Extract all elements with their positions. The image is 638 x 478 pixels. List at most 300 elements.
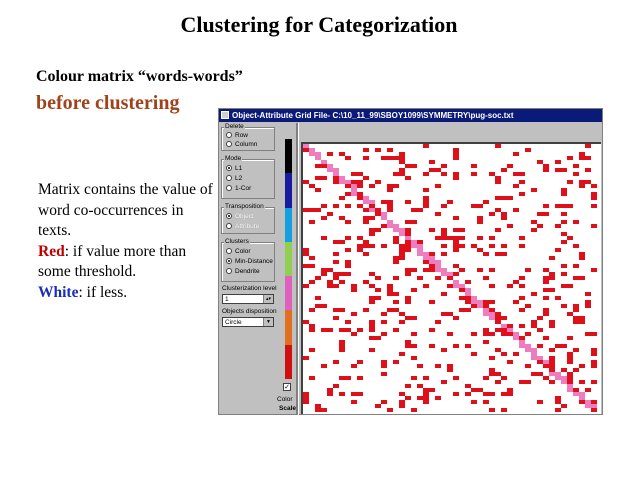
matrix-cell	[567, 284, 573, 288]
matrix-cell	[315, 404, 321, 408]
matrix-cell	[351, 184, 357, 188]
objects-disposition-label: Objects disposition	[222, 308, 277, 315]
spinner-arrows-icon[interactable]: ▴▾	[263, 295, 273, 303]
matrix-cell	[405, 296, 411, 300]
matrix-cell	[453, 244, 459, 248]
clusters-min-distance-radio[interactable]	[226, 258, 273, 265]
matrix-cell	[405, 396, 411, 400]
matrix-cell	[309, 328, 315, 332]
matrix-cell	[489, 236, 495, 240]
matrix-cell	[315, 296, 321, 300]
matrix-cell	[483, 308, 489, 312]
radio-selected-icon	[226, 165, 232, 171]
matrix-cell	[369, 200, 375, 204]
matrix-cell	[399, 352, 405, 356]
matrix-cell	[555, 204, 561, 208]
matrix-cell	[399, 404, 405, 408]
matrix-cell	[405, 236, 411, 240]
matrix-cell	[591, 408, 597, 412]
matrix-cell	[369, 228, 375, 232]
matrix-cell	[591, 380, 597, 384]
matrix-cell	[483, 332, 489, 336]
matrix-cell	[369, 272, 375, 276]
matrix-cell	[417, 240, 423, 244]
matrix-cell	[363, 200, 369, 204]
matrix-cell	[417, 364, 423, 368]
matrix-cell	[501, 196, 507, 200]
matrix-cell	[357, 248, 363, 252]
mode-1cor-radio[interactable]	[226, 185, 251, 192]
matrix-cell	[339, 240, 345, 244]
matrix-cell	[567, 236, 573, 240]
matrix-cell	[579, 364, 585, 368]
matrix-cell	[333, 172, 339, 176]
matrix-cell	[555, 296, 561, 300]
matrix-cell	[555, 400, 561, 404]
matrix-cell	[339, 376, 345, 380]
scale-segment	[285, 310, 292, 344]
matrix-cell	[357, 376, 363, 380]
matrix-cell	[321, 272, 327, 276]
matrix-cell	[465, 300, 471, 304]
radio-icon	[226, 141, 232, 147]
matrix-cell	[345, 236, 351, 240]
matrix-cell	[309, 220, 315, 224]
matrix-cell	[507, 164, 513, 168]
matrix-cell	[531, 348, 537, 352]
matrix-cell	[573, 264, 579, 268]
matrix-cell	[519, 180, 525, 184]
cooccurrence-matrix[interactable]	[303, 144, 599, 412]
matrix-cell	[399, 252, 405, 256]
matrix-cell	[393, 236, 399, 240]
matrix-cell	[423, 200, 429, 204]
matrix-cell	[393, 240, 399, 244]
matrix-cell	[543, 204, 549, 208]
matrix-cell	[399, 256, 405, 260]
matrix-cell	[393, 292, 399, 296]
matrix-cell	[543, 336, 549, 340]
matrix-cell	[357, 236, 363, 240]
matrix-cell	[579, 400, 585, 404]
matrix-cell	[417, 396, 423, 400]
matrix-cell	[411, 288, 417, 292]
matrix-cell	[417, 384, 423, 388]
radio-icon	[226, 268, 232, 274]
matrix-cell	[519, 284, 525, 288]
matrix-cell	[471, 304, 477, 308]
radio-icon	[226, 132, 232, 138]
radio-label: Min-Distance	[235, 258, 273, 265]
grid-border	[301, 142, 601, 144]
transposition-object-radio[interactable]	[226, 213, 254, 220]
matrix-cell	[411, 376, 417, 380]
matrix-grid[interactable]	[301, 142, 601, 414]
matrix-cell	[321, 176, 327, 180]
matrix-cell	[429, 300, 435, 304]
matrix-cell	[387, 188, 393, 192]
window-titlebar[interactable]	[219, 109, 602, 122]
matrix-cell	[591, 196, 597, 200]
matrix-cell	[381, 244, 387, 248]
matrix-cell	[519, 192, 525, 196]
matrix-cell	[393, 184, 399, 188]
matrix-cell	[453, 392, 459, 396]
matrix-cell	[537, 360, 543, 364]
matrix-cell	[561, 304, 567, 308]
matrix-cell	[429, 344, 435, 348]
matrix-cell	[495, 180, 501, 184]
matrix-cell	[477, 248, 483, 252]
matrix-cell	[579, 396, 585, 400]
matrix-cell	[309, 308, 315, 312]
matrix-cell	[405, 268, 411, 272]
matrix-cell	[381, 332, 387, 336]
mode-l1-radio[interactable]	[226, 165, 242, 172]
matrix-cell	[405, 244, 411, 248]
matrix-cell	[591, 352, 597, 356]
matrix-cell	[591, 364, 597, 368]
matrix-cell	[579, 320, 585, 324]
matrix-cell	[459, 244, 465, 248]
matrix-cell	[399, 156, 405, 160]
matrix-cell	[303, 320, 309, 324]
matrix-cell	[303, 208, 309, 212]
matrix-cell	[555, 376, 561, 380]
objects-disposition-select[interactable]	[222, 317, 274, 327]
matrix-cell	[483, 312, 489, 316]
clusterization-level-label: Clusterization level	[222, 285, 277, 292]
matrix-cell	[363, 196, 369, 200]
matrix-cell	[531, 356, 537, 360]
matrix-cell	[513, 280, 519, 284]
matrix-cell	[327, 284, 333, 288]
matrix-cell	[495, 328, 501, 332]
clusters-dendrite-radio[interactable]	[226, 268, 260, 275]
matrix-cell	[585, 304, 591, 308]
matrix-cell	[315, 152, 321, 156]
matrix-cell	[333, 252, 339, 256]
matrix-cell	[519, 336, 525, 340]
matrix-cell	[423, 260, 429, 264]
matrix-cell	[465, 344, 471, 348]
matrix-cell	[471, 172, 477, 176]
matrix-cell	[429, 160, 435, 164]
matrix-cell	[429, 168, 435, 172]
matrix-cell	[393, 328, 399, 332]
matrix-cell	[453, 216, 459, 220]
matrix-cell	[387, 292, 393, 296]
matrix-cell	[357, 360, 363, 364]
matrix-cell	[357, 184, 363, 188]
matrix-cell	[489, 172, 495, 176]
matrix-cell	[579, 184, 585, 188]
matrix-cell	[333, 360, 339, 364]
matrix-cell	[411, 208, 417, 212]
objects-disposition-value: Circle	[225, 319, 242, 326]
matrix-cell	[441, 204, 447, 208]
matrix-cell	[513, 300, 519, 304]
matrix-cell	[333, 180, 339, 184]
matrix-cell	[405, 300, 411, 304]
clusterization-level-spinner[interactable]	[222, 294, 274, 304]
matrix-cell	[501, 216, 507, 220]
matrix-cell	[387, 200, 393, 204]
matrix-cell	[495, 380, 501, 384]
matrix-cell	[423, 392, 429, 396]
description-red	[38, 242, 218, 283]
matrix-cell	[405, 340, 411, 344]
matrix-cell	[435, 276, 441, 280]
matrix-cell	[567, 388, 573, 392]
matrix-cell	[417, 276, 423, 280]
matrix-cell	[363, 244, 369, 248]
window-title: Object-Attribute Grid File- C:\10_11_99\SBOY1099\SYMMETRY\pug-soc.txt	[232, 111, 514, 120]
matrix-cell	[477, 204, 483, 208]
matrix-cell	[471, 204, 477, 208]
matrix-cell	[369, 184, 375, 188]
matrix-cell	[315, 408, 321, 412]
matrix-cell	[489, 312, 495, 316]
matrix-cell	[453, 240, 459, 244]
matrix-cell	[561, 376, 567, 380]
matrix-cell	[333, 204, 339, 208]
matrix-cell	[441, 232, 447, 236]
matrix-cell	[309, 324, 315, 328]
matrix-cell	[435, 184, 441, 188]
chevron-down-icon[interactable]: ▼	[263, 318, 273, 326]
matrix-cell	[327, 280, 333, 284]
matrix-cell	[465, 392, 471, 396]
matrix-cell	[339, 328, 345, 332]
matrix-cell	[477, 216, 483, 220]
matrix-cell	[405, 220, 411, 224]
matrix-cell	[369, 320, 375, 324]
matrix-cell	[591, 224, 597, 228]
matrix-cell	[585, 332, 591, 336]
matrix-cell	[549, 348, 555, 352]
matrix-cell	[483, 276, 489, 280]
delete-group	[221, 123, 275, 151]
matrix-cell	[513, 172, 519, 176]
color-scale-checkbox[interactable]	[283, 383, 291, 391]
matrix-cell	[369, 284, 375, 288]
matrix-cell	[321, 236, 327, 240]
matrix-cell	[387, 184, 393, 188]
matrix-cell	[585, 144, 591, 148]
matrix-cell	[561, 204, 567, 208]
matrix-cell	[423, 256, 429, 260]
matrix-cell	[423, 188, 429, 192]
matrix-cell	[309, 348, 315, 352]
matrix-cell	[579, 252, 585, 256]
matrix-cell	[405, 248, 411, 252]
matrix-cell	[429, 264, 435, 268]
matrix-cell	[549, 360, 555, 364]
matrix-cell	[309, 280, 315, 284]
radio-selected-icon	[226, 213, 232, 219]
matrix-cell	[543, 268, 549, 272]
matrix-cell	[417, 244, 423, 248]
matrix-cell	[435, 364, 441, 368]
matrix-cell	[399, 400, 405, 404]
matrix-cell	[375, 336, 381, 340]
radio-label: L2	[235, 175, 243, 182]
matrix-cell	[537, 212, 543, 216]
matrix-cell	[351, 192, 357, 196]
matrix-cell	[501, 252, 507, 256]
matrix-cell	[561, 344, 567, 348]
mode-l2-radio[interactable]	[226, 175, 242, 182]
matrix-cell	[447, 236, 453, 240]
scale-segment	[285, 345, 292, 379]
clusters-color-radio[interactable]	[226, 248, 251, 255]
matrix-cell	[303, 252, 309, 256]
matrix-cell	[339, 348, 345, 352]
matrix-cell	[369, 324, 375, 328]
matrix-cell	[537, 328, 543, 332]
matrix-cell	[411, 316, 417, 320]
matrix-cell	[333, 168, 339, 172]
matrix-cell	[345, 376, 351, 380]
matrix-cell	[363, 176, 369, 180]
matrix-cell	[333, 316, 339, 320]
radio-label: Attribute	[235, 223, 260, 230]
slide-title: Clustering for Categorization	[180, 12, 458, 37]
matrix-cell	[507, 328, 513, 332]
scale-caption: Scale	[279, 405, 296, 412]
radio-icon	[226, 185, 232, 191]
matrix-cell	[387, 288, 393, 292]
matrix-cell	[339, 216, 345, 220]
color-scale-bar	[285, 139, 292, 379]
matrix-cell	[513, 208, 519, 212]
matrix-cell	[477, 300, 483, 304]
matrix-cell	[363, 216, 369, 220]
matrix-cell	[513, 336, 519, 340]
matrix-cell	[531, 228, 537, 232]
matrix-cell	[435, 260, 441, 264]
matrix-cell	[345, 220, 351, 224]
radio-label: Column	[235, 141, 258, 148]
matrix-cell	[567, 376, 573, 380]
matrix-cell	[345, 272, 351, 276]
matrix-cell	[387, 148, 393, 152]
matrix-cell	[579, 276, 585, 280]
scale-segment	[285, 139, 292, 173]
matrix-cell	[321, 408, 327, 412]
matrix-cell	[519, 308, 525, 312]
clusters-legend: Clusters	[225, 238, 249, 245]
matrix-cell	[507, 388, 513, 392]
matrix-cell	[513, 184, 519, 188]
matrix-cell	[351, 332, 357, 336]
red-word: Red	[38, 242, 65, 260]
matrix-cell	[333, 176, 339, 180]
matrix-cell	[399, 244, 405, 248]
matrix-cell	[477, 220, 483, 224]
matrix-cell	[489, 392, 495, 396]
matrix-cell	[471, 296, 477, 300]
matrix-cell	[549, 320, 555, 324]
matrix-cell	[567, 156, 573, 160]
color-caption: Color	[277, 396, 293, 403]
matrix-cell	[447, 368, 453, 372]
matrix-cell	[525, 348, 531, 352]
matrix-cell	[375, 228, 381, 232]
matrix-cell	[453, 152, 459, 156]
matrix-cell	[381, 400, 387, 404]
matrix-cell	[369, 216, 375, 220]
matrix-cell	[357, 204, 363, 208]
matrix-cell	[579, 316, 585, 320]
matrix-cell	[351, 284, 357, 288]
matrix-cell	[489, 308, 495, 312]
matrix-cell	[489, 284, 495, 288]
matrix-cell	[501, 212, 507, 216]
matrix-cell	[543, 288, 549, 292]
matrix-cell	[411, 220, 417, 224]
matrix-cell	[555, 372, 561, 376]
matrix-cell	[381, 320, 387, 324]
matrix-cell	[549, 288, 555, 292]
matrix-cell	[561, 404, 567, 408]
matrix-cell	[519, 276, 525, 280]
matrix-cell	[345, 328, 351, 332]
matrix-cell	[441, 380, 447, 384]
matrix-cell	[573, 348, 579, 352]
transposition-attribute-radio[interactable]	[226, 223, 259, 230]
matrix-cell	[333, 276, 339, 280]
matrix-cell	[567, 360, 573, 364]
matrix-cell	[567, 356, 573, 360]
radio-selected-icon	[226, 258, 232, 264]
delete-row-radio[interactable]	[226, 132, 248, 139]
matrix-cell	[351, 364, 357, 368]
matrix-cell	[471, 244, 477, 248]
matrix-cell	[309, 256, 315, 260]
matrix-cell	[555, 344, 561, 348]
matrix-cell	[471, 164, 477, 168]
matrix-cell	[405, 344, 411, 348]
matrix-cell	[591, 400, 597, 404]
matrix-cell	[453, 236, 459, 240]
matrix-cell	[333, 284, 339, 288]
matrix-cell	[393, 172, 399, 176]
matrix-cell	[501, 352, 507, 356]
matrix-cell	[579, 152, 585, 156]
matrix-cell	[507, 360, 513, 364]
matrix-cell	[459, 296, 465, 300]
matrix-cell	[327, 168, 333, 172]
matrix-cell	[585, 404, 591, 408]
matrix-cell	[579, 392, 585, 396]
matrix-cell	[489, 212, 495, 216]
matrix-cell	[489, 268, 495, 272]
matrix-cell	[423, 284, 429, 288]
matrix-cell	[315, 208, 321, 212]
matrix-cell	[303, 180, 309, 184]
matrix-cell	[489, 244, 495, 248]
matrix-cell	[417, 208, 423, 212]
matrix-cell	[549, 380, 555, 384]
delete-column-radio[interactable]	[226, 141, 257, 148]
matrix-cell	[387, 156, 393, 160]
matrix-cell	[303, 284, 309, 288]
matrix-cell	[567, 312, 573, 316]
matrix-cell	[429, 388, 435, 392]
matrix-cell	[315, 164, 321, 168]
